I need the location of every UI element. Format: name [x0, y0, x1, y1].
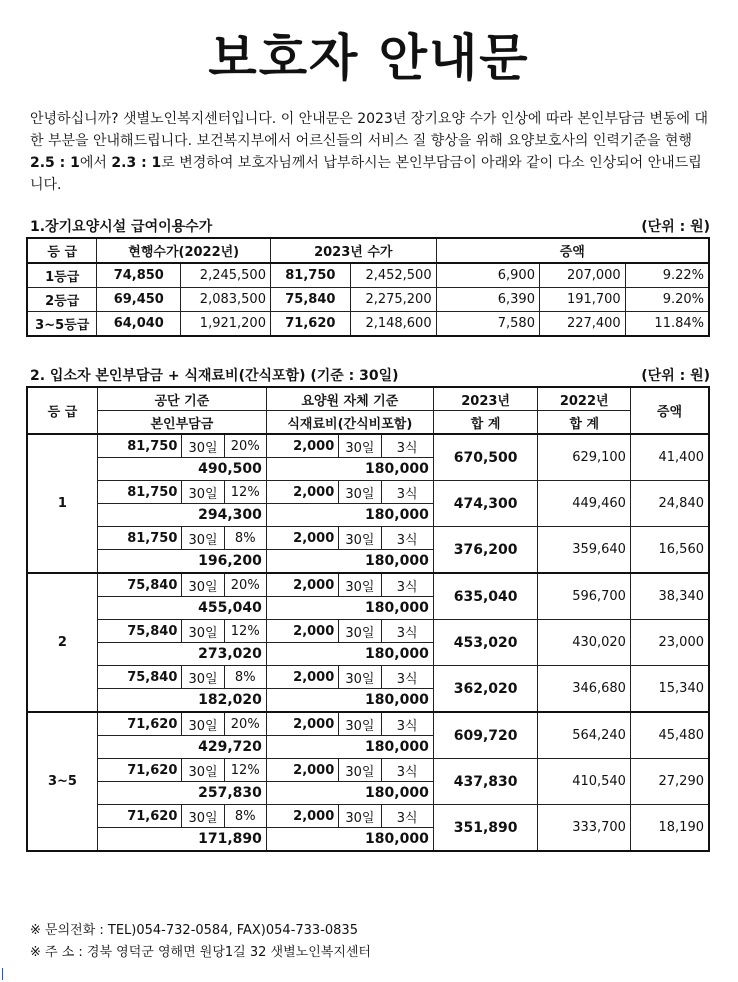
header-increase: 증액 — [630, 387, 709, 434]
copay-pct: 12% — [224, 481, 266, 504]
fee-daily-2022: 64,040 — [97, 312, 181, 337]
copay-grade: 2 — [27, 573, 97, 712]
fee-daily-2022: 69,450 — [97, 288, 181, 312]
copay-row-rates — [27, 712, 709, 736]
food-rate: 2,000 — [266, 620, 338, 643]
self-pay-total: 490,500 — [97, 458, 266, 481]
self-pay-total: 196,200 — [97, 550, 266, 574]
food-days: 30일 — [339, 712, 381, 736]
header-public-std: 공단 기준 — [97, 387, 266, 411]
text-cursor — [2, 968, 3, 980]
fee-inc-pct: 9.20% — [625, 288, 709, 312]
food-rate: 2,000 — [266, 527, 338, 550]
copay-days: 30일 — [182, 712, 224, 736]
header-grade: 등 급 — [27, 238, 97, 263]
fee-row — [27, 312, 709, 337]
food-meals: 3식 — [381, 620, 433, 643]
food-rate: 2,000 — [266, 481, 338, 504]
food-total: 180,000 — [266, 689, 433, 713]
sum-2022: 564,240 — [538, 712, 631, 759]
food-total: 180,000 — [266, 643, 433, 666]
copay-pct: 12% — [224, 759, 266, 782]
copay-rate: 81,750 — [97, 527, 181, 550]
fee-monthly-2022: 2,083,500 — [181, 288, 271, 312]
fee-inc-pct: 11.84% — [625, 312, 709, 337]
copay-days: 30일 — [182, 481, 224, 504]
copay-row-rates — [27, 573, 709, 597]
copay-days: 30일 — [182, 805, 224, 828]
section1-unit: (단위 : 원) — [641, 219, 710, 235]
food-meals: 3식 — [381, 481, 433, 504]
copay-row-rates — [27, 805, 709, 828]
copay-rate: 81,750 — [97, 481, 181, 504]
copay-row-rates — [27, 527, 709, 550]
sum-2023: 635,040 — [433, 573, 538, 620]
sum-2022: 596,700 — [538, 573, 631, 620]
sum-2023: 351,890 — [433, 805, 538, 852]
copay-header-row2 — [27, 411, 709, 435]
copay-days: 30일 — [182, 666, 224, 689]
food-days: 30일 — [339, 759, 381, 782]
header-year-2023: 2023년 — [433, 387, 538, 411]
sum-increase: 18,190 — [630, 805, 709, 852]
self-pay-total: 257,830 — [97, 782, 266, 805]
sum-increase: 16,560 — [630, 527, 709, 574]
copay-row-rates — [27, 759, 709, 782]
header-increase: 증액 — [436, 238, 709, 263]
sum-increase: 41,400 — [630, 434, 709, 481]
copay-row-rates — [27, 481, 709, 504]
sum-2023: 609,720 — [433, 712, 538, 759]
food-days: 30일 — [339, 481, 381, 504]
food-days: 30일 — [339, 434, 381, 458]
header-total-2022: 합 계 — [538, 411, 631, 435]
header-food-cost: 식재료비(간식비포함) — [266, 411, 433, 435]
copay-rate: 71,620 — [97, 759, 181, 782]
header-2023: 2023년 수가 — [270, 238, 436, 263]
fee-table — [26, 237, 710, 337]
copay-rate: 81,750 — [97, 434, 181, 458]
fee-inc-monthly: 207,000 — [539, 263, 625, 288]
food-rate: 2,000 — [266, 573, 338, 597]
header-total-2023: 합 계 — [433, 411, 538, 435]
sum-2022: 359,640 — [538, 527, 631, 574]
fee-grade: 3~5등급 — [27, 312, 97, 337]
self-pay-total: 171,890 — [97, 828, 266, 852]
header-year-2022: 2022년 — [538, 387, 631, 411]
sum-2023: 474,300 — [433, 481, 538, 527]
fee-daily-2023: 71,620 — [270, 312, 350, 337]
fee-row — [27, 288, 709, 312]
fee-grade: 2등급 — [27, 288, 97, 312]
fee-daily-2023: 75,840 — [270, 288, 350, 312]
footer — [30, 920, 371, 964]
section1-header — [30, 216, 710, 236]
fee-inc-monthly: 227,400 — [539, 312, 625, 337]
sum-increase: 23,000 — [630, 620, 709, 666]
food-total: 180,000 — [266, 736, 433, 759]
sum-increase: 38,340 — [630, 573, 709, 620]
fee-inc-daily: 7,580 — [436, 312, 539, 337]
food-rate: 2,000 — [266, 805, 338, 828]
self-pay-total: 455,040 — [97, 597, 266, 620]
copay-pct: 12% — [224, 620, 266, 643]
copay-grade: 3~5 — [27, 712, 97, 851]
fee-row — [27, 263, 709, 288]
page-title: 보호자 안내문 — [208, 29, 530, 87]
fee-monthly-2023: 2,148,600 — [350, 312, 436, 337]
copay-days: 30일 — [182, 759, 224, 782]
fee-monthly-2022: 2,245,500 — [181, 263, 271, 288]
intro-text: 안녕하십니까? 샛별노인복지센터입니다. 이 안내문은 2023년 장기요양 수가 인상에 따라 본인부담금 변동에 대한 부분을 안내해드립니다. 보건복지부에서 어르신들의 서비스 질 향상을 위해 요양보호사의 인력기준을 현행 — [30, 111, 708, 149]
copay-days: 30일 — [182, 620, 224, 643]
copay-days: 30일 — [182, 573, 224, 597]
copay-pct: 20% — [224, 712, 266, 736]
intro-paragraph — [30, 108, 710, 196]
food-meals: 3식 — [381, 666, 433, 689]
contact-address: ※ 주 소 : 경북 영덕군 영해면 원당1길 32 샛별노인복지센터 — [30, 945, 371, 960]
fee-monthly-2022: 1,921,200 — [181, 312, 271, 337]
copay-grade: 1 — [27, 434, 97, 573]
food-rate: 2,000 — [266, 712, 338, 736]
copay-days: 30일 — [182, 434, 224, 458]
sum-2022: 629,100 — [538, 434, 631, 481]
sum-increase: 45,480 — [630, 712, 709, 759]
self-pay-total: 273,020 — [97, 643, 266, 666]
sum-increase: 27,290 — [630, 759, 709, 805]
copay-rate: 71,620 — [97, 805, 181, 828]
sum-increase: 24,840 — [630, 481, 709, 527]
header-grade: 등 급 — [27, 387, 97, 434]
self-pay-total: 294,300 — [97, 504, 266, 527]
sum-2022: 346,680 — [538, 666, 631, 713]
intro-text: 에서 — [79, 155, 112, 171]
header-facility-std: 요양원 자체 기준 — [266, 387, 433, 411]
fee-daily-2022: 74,850 — [97, 263, 181, 288]
copay-row-rates — [27, 666, 709, 689]
copay-row-rates — [27, 434, 709, 458]
fee-table-header — [27, 238, 709, 263]
food-total: 180,000 — [266, 828, 433, 852]
food-meals: 3식 — [381, 759, 433, 782]
food-days: 30일 — [339, 527, 381, 550]
copay-days: 30일 — [182, 527, 224, 550]
sum-2023: 362,020 — [433, 666, 538, 713]
copay-pct: 8% — [224, 666, 266, 689]
copay-header-row1 — [27, 387, 709, 411]
food-total: 180,000 — [266, 504, 433, 527]
sum-increase: 15,340 — [630, 666, 709, 713]
sum-2023: 453,020 — [433, 620, 538, 666]
section2-header — [30, 365, 710, 385]
food-total: 180,000 — [266, 550, 433, 574]
copay-pct: 20% — [224, 573, 266, 597]
section2-unit: (단위 : 원) — [641, 368, 710, 384]
intro-text: 로 변경하여 보호자님께서 납부하시는 본인부담금이 아래와 같이 다소 인상되어 안내드립니다. — [30, 155, 702, 193]
copay-pct: 8% — [224, 805, 266, 828]
header-self-pay: 본인부담금 — [97, 411, 266, 435]
food-rate: 2,000 — [266, 666, 338, 689]
food-days: 30일 — [339, 620, 381, 643]
food-total: 180,000 — [266, 458, 433, 481]
copay-pct: 20% — [224, 434, 266, 458]
fee-monthly-2023: 2,275,200 — [350, 288, 436, 312]
section2-title: 2. 입소자 본인부담금 + 식재료비(간식포함) (기준 : 30일) — [30, 368, 399, 384]
sum-2022: 430,020 — [538, 620, 631, 666]
sum-2022: 410,540 — [538, 759, 631, 805]
fee-inc-pct: 9.22% — [625, 263, 709, 288]
fee-grade: 1등급 — [27, 263, 97, 288]
copay-rate: 75,840 — [97, 620, 181, 643]
fee-inc-daily: 6,390 — [436, 288, 539, 312]
copay-table — [26, 386, 710, 852]
sum-2023: 670,500 — [433, 434, 538, 481]
copay-rate: 75,840 — [97, 573, 181, 597]
contact-phone: ※ 문의전화 : TEL)054-732-0584, FAX)054-733-0835 — [30, 923, 358, 938]
food-rate: 2,000 — [266, 759, 338, 782]
section1-title: 1.장기요양시설 급여이용수가 — [30, 219, 213, 235]
food-days: 30일 — [339, 573, 381, 597]
copay-pct: 8% — [224, 527, 266, 550]
food-total: 180,000 — [266, 782, 433, 805]
food-meals: 3식 — [381, 573, 433, 597]
sum-2022: 449,460 — [538, 481, 631, 527]
copay-row-rates — [27, 620, 709, 643]
sum-2023: 376,200 — [433, 527, 538, 574]
self-pay-total: 182,020 — [97, 689, 266, 713]
food-days: 30일 — [339, 805, 381, 828]
fee-inc-daily: 6,900 — [436, 263, 539, 288]
food-meals: 3식 — [381, 712, 433, 736]
header-current: 현행수가(2022년) — [97, 238, 271, 263]
fee-monthly-2023: 2,452,500 — [350, 263, 436, 288]
food-days: 30일 — [339, 666, 381, 689]
ratio-new: 2.3 : 1 — [111, 155, 162, 171]
copay-rate: 75,840 — [97, 666, 181, 689]
food-meals: 3식 — [381, 805, 433, 828]
sum-2023: 437,830 — [433, 759, 538, 805]
copay-rate: 71,620 — [97, 712, 181, 736]
food-meals: 3식 — [381, 527, 433, 550]
food-meals: 3식 — [381, 434, 433, 458]
self-pay-total: 429,720 — [97, 736, 266, 759]
food-total: 180,000 — [266, 597, 433, 620]
fee-daily-2023: 81,750 — [270, 263, 350, 288]
ratio-old: 2.5 : 1 — [30, 155, 80, 171]
sum-2022: 333,700 — [538, 805, 631, 852]
fee-inc-monthly: 191,700 — [539, 288, 625, 312]
food-rate: 2,000 — [266, 434, 338, 458]
